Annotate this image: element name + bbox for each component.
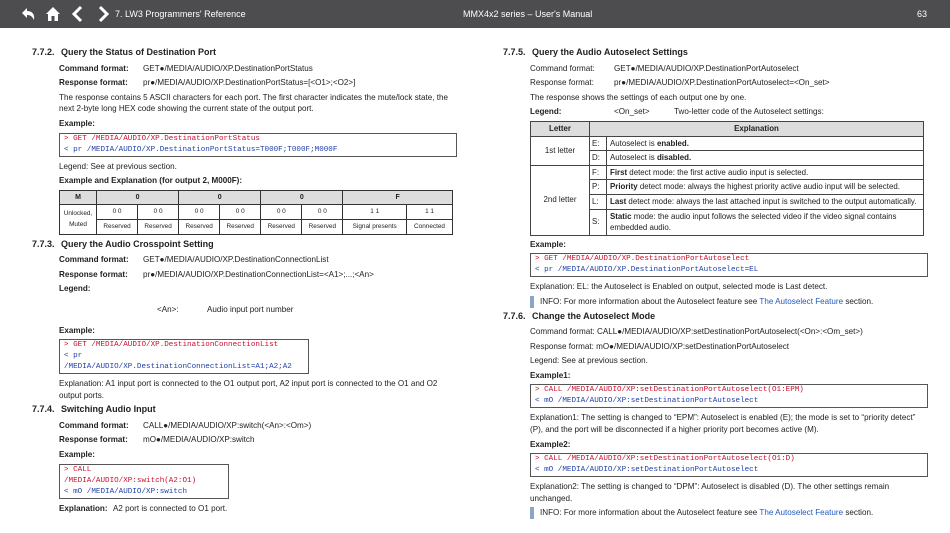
code-example — [530, 384, 928, 408]
code-request: > CALL /MEDIA/AUDIO/XP:setDestinationPortAutoselect(O1:EPM) — [535, 386, 804, 395]
back-icon[interactable] — [20, 5, 36, 23]
explanation: Explanation2: The setting is changed to “DPM”: Autoselect is disabled (D). The other settings remain unchanged. — [530, 482, 890, 503]
table-header: Explanation — [590, 121, 924, 136]
legend-value: Two-letter code of the Autoselect settings: — [674, 107, 824, 117]
table-cell: Reserved — [220, 219, 261, 234]
manual-title: MMX4x2 series – User's Manual — [463, 9, 593, 19]
table-cell: Reserved — [97, 219, 138, 234]
explanation: Explanation1: The setting is changed to “EPM”: Autoselect is enabled (E); the mode is set to “priority detect” (P), and the port will be disconnected if a higher priority port becomes active (M). — [530, 413, 916, 435]
right-column — [503, 44, 928, 522]
info-note: INFO: For more information about the Autoselect feature see The Autoselect Feature section. — [530, 296, 928, 308]
command-format: CALL●/MEDIA/AUDIO/XP:switch(<An>:<Om>) — [143, 420, 312, 430]
table-cell: Static mode: the audio input follows the selected video if the video signal contains embedded audio. — [607, 209, 924, 235]
table-cell: S: — [590, 209, 607, 235]
home-icon[interactable] — [45, 5, 61, 23]
table-header: F — [343, 190, 453, 205]
legend-key: <On_set> — [614, 107, 650, 117]
description: The response shows the settings of each output one by one. — [530, 92, 747, 102]
table-cell: Last detect mode: always the last attached input is switched to the output automatically. — [607, 194, 924, 209]
section-heading: 7.7.5. Query the Audio Autoselect Settings — [503, 47, 688, 57]
table-cell: Connected — [407, 219, 453, 234]
status-bit-table — [59, 190, 453, 235]
table-cell: Reserved — [302, 219, 343, 234]
top-toolbar — [0, 0, 950, 28]
response-format: pr●/MEDIA/AUDIO/XP.DestinationPortStatus=[<O1>;<O2>] — [143, 78, 356, 88]
table-header: M — [60, 190, 97, 205]
legend-label: Legend: — [530, 107, 562, 117]
example-label: Example: — [59, 118, 95, 128]
code-example — [59, 464, 229, 499]
table-cell: Reserved — [138, 219, 179, 234]
info-note: INFO: For more information about the Autoselect feature see The Autoselect Feature section. — [530, 507, 928, 519]
chevron-left-icon[interactable] — [70, 5, 86, 23]
legend-key: <An>: — [157, 304, 179, 314]
label: Command format: — [59, 255, 129, 265]
code-response: < pr /MEDIA/AUDIO/XP.DestinationPortAutoselect=EL — [535, 266, 759, 275]
table-cell: L: — [590, 194, 607, 209]
table-header: Letter — [531, 121, 590, 136]
code-response: < mO /MEDIA/AUDIO/XP:setDestinationPortAutoselect — [535, 466, 759, 475]
example-label: Example2: — [530, 439, 571, 449]
command-format: GET●/MEDIA/AUDIO/XP.DestinationPortStatus — [143, 63, 313, 73]
label: Response format: — [530, 78, 594, 88]
table-cell: Reserved — [261, 219, 302, 234]
legend-value: Audio input port number — [207, 304, 294, 314]
code-example — [59, 133, 457, 157]
explanation: Explanation: A1 input port is connected to the O1 output port, A2 input port is connected to the O1 and O2 output ports. — [59, 379, 438, 400]
example-label: Example: — [530, 239, 566, 249]
response-format: mO●/MEDIA/AUDIO/XP:switch — [143, 435, 255, 445]
code-response: < mO /MEDIA/AUDIO/XP:setDestinationPortAutoselect — [535, 397, 759, 406]
legend-label: Legend: — [59, 284, 91, 294]
section-heading: 7.7.4. Switching Audio Input — [32, 404, 156, 415]
command-format: GET●/MEDIA/AUDIO/XP.DestinationConnectionList — [143, 255, 329, 265]
description: The response contains 5 ASCII characters for each port. The first character indicates the mute/lock state, the next 2-byte long HEX code showing the current state of the output port. — [59, 92, 448, 114]
table-cell: P: — [590, 180, 607, 195]
table-cell: 0 0 — [97, 205, 138, 220]
table-cell: 0 0 — [302, 205, 343, 220]
table-cell: Reserved — [179, 219, 220, 234]
command-format: GET●/MEDIA/AUDIO/XP.DestinationPortAutoselect — [614, 63, 799, 73]
label: Explanation: — [59, 503, 108, 513]
table-cell: D: — [590, 151, 607, 166]
code-request: > CALL /MEDIA/AUDIO/XP:setDestinationPortAutoselect(O1:D) — [535, 455, 795, 464]
response-format: pr●/MEDIA/AUDIO/XP.DestinationConnectionList=<A1>;...;<An> — [143, 269, 374, 279]
page-number: 63 — [917, 9, 928, 19]
example-label: Example1: — [530, 370, 571, 380]
table-cell: Autoselect is enabled. — [607, 136, 924, 151]
table-cell: F: — [590, 165, 607, 180]
legend: Legend: See at previous section. — [59, 161, 177, 171]
label: Response format: — [59, 78, 128, 88]
example-label: Example: — [59, 325, 95, 335]
code-example — [59, 339, 309, 374]
code-request: > GET /MEDIA/AUDIO/XP.DestinationPortAutoselect — [535, 255, 750, 264]
command-format: Command format: CALL●/MEDIA/AUDIO/XP:setDestinationPortAutoselect(<On>:<Om_set>) — [530, 327, 863, 337]
table-cell: 1 1 — [343, 205, 407, 220]
left-column — [32, 44, 457, 517]
example-label: Example: — [59, 450, 95, 460]
code-response: < pr /MEDIA/AUDIO/XP.DestinationConnectionList=A1;A2;A2 — [64, 352, 292, 372]
table-cell: Unlocked, Muted — [60, 205, 97, 234]
label: Command format: — [530, 63, 595, 73]
section-heading: 7.7.3. Query the Audio Crosspoint Setting — [32, 238, 214, 249]
code-request: > GET /MEDIA/AUDIO/XP.DestinationConnectionList — [64, 341, 279, 350]
nav-buttons — [20, 5, 111, 23]
chevron-right-icon[interactable] — [95, 5, 111, 23]
table-cell: E: — [590, 136, 607, 151]
section-heading: 7.7.2. Query the Status of Destination Port — [32, 47, 217, 57]
autoselect-feature-link[interactable]: The Autoselect Feature — [759, 508, 844, 518]
table-header: 0 — [261, 190, 343, 205]
code-example — [530, 253, 928, 277]
legend: Legend: See at previous section. — [530, 356, 648, 366]
label: Response format: — [59, 269, 128, 279]
autoselect-feature-link[interactable]: The Autoselect Feature — [759, 296, 844, 306]
response-format: pr●/MEDIA/AUDIO/XP.DestinationPortAutoselect=<On_set> — [614, 78, 830, 88]
autoselect-legend-table — [530, 121, 924, 236]
code-example — [530, 453, 928, 477]
table-cell: 1 1 — [407, 205, 453, 220]
response-format: Response format: mO●/MEDIA/AUDIO/XP:setDestinationPortAutoselect — [530, 341, 790, 351]
code-request: > CALL /MEDIA/AUDIO/XP:switch(A2:O1) — [64, 465, 197, 485]
label: Command format: — [59, 63, 129, 73]
explanation: Explanation: EL: the Autoselect is Enabled on output, selected mode is Last detect. — [530, 282, 828, 292]
table-cell: 0 0 — [138, 205, 179, 220]
table-cell: 0 0 — [261, 205, 302, 220]
code-response: < pr /MEDIA/AUDIO/XP.DestinationPortStatus=T000F;T000F;M000F — [64, 145, 338, 154]
table-header: 0 — [179, 190, 261, 205]
table-cell: First detect mode: the first active audio input is selected. — [607, 165, 924, 180]
table-cell: 1st letter — [531, 136, 590, 165]
table-cell: Priority detect mode: always the highest priority active audio input will be selected. — [607, 180, 924, 195]
table-header: 0 — [97, 190, 179, 205]
label: Command format: — [59, 420, 129, 430]
label: Response format: — [59, 435, 128, 445]
table-cell: Autoselect is disabled. — [607, 151, 924, 166]
explanation-title: Example and Explanation (for output 2, M000F): — [59, 176, 243, 186]
code-request: > GET /MEDIA/AUDIO/XP.DestinationPortStatus — [64, 134, 260, 143]
chapter-title: 7. LW3 Programmers' Reference — [115, 9, 246, 19]
code-response: < mO /MEDIA/AUDIO/XP:switch — [64, 487, 188, 496]
section-heading: 7.7.6. Change the Autoselect Mode — [503, 310, 656, 321]
table-cell: Signal presents — [343, 219, 407, 234]
table-cell: 0 0 — [179, 205, 220, 220]
table-cell: 2nd letter — [531, 165, 590, 235]
explanation: A2 port is connected to O1 port. — [113, 503, 228, 513]
table-cell: 0 0 — [220, 205, 261, 220]
